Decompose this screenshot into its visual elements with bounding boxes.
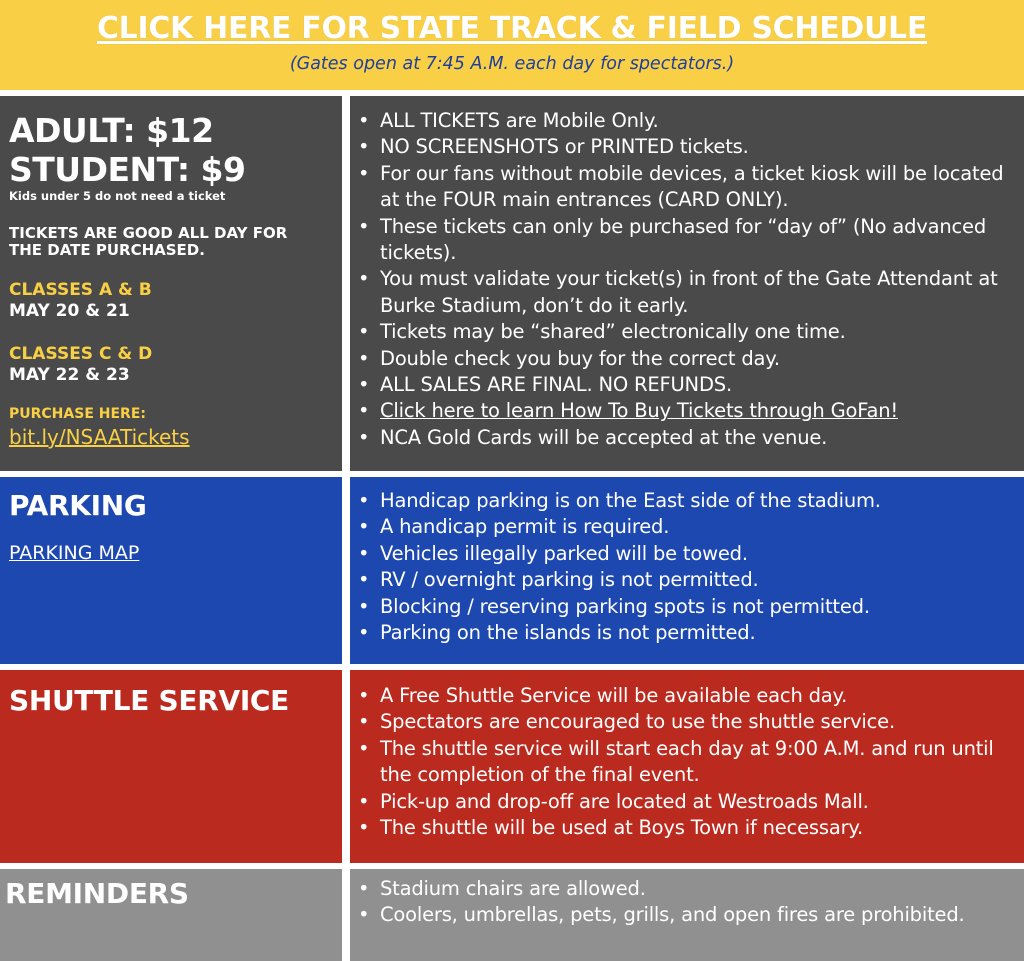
tickets-info-panel [0, 96, 342, 471]
list-item: • Vehicles illegally parked will be towed. [380, 541, 1014, 567]
reminders-list-panel [350, 869, 1024, 961]
gofan-help-link[interactable]: Click here to learn How To Buy Tickets through GoFan! [380, 399, 898, 423]
list-item: • NCA Gold Cards will be accepted at the venue. [380, 425, 1014, 451]
classes-ab-dates: MAY 20 & 21 [9, 301, 130, 321]
list-item: • Handicap parking is on the East side of the stadium. [380, 488, 1014, 514]
list-item: • Spectators are encouraged to use the shuttle service. [380, 709, 1014, 735]
tickets-rules-list [350, 96, 1024, 451]
list-item: • You must validate your ticket(s) in front of the Gate Attendant at Burke Stadium, don’t do it early. [380, 266, 1014, 319]
gates-open-note: (Gates open at 7:45 A.M. each day for spectators.) [289, 54, 735, 74]
purchase-label: PURCHASE HERE: [9, 406, 146, 422]
list-item: • ALL SALES ARE FINAL. NO REFUNDS. [380, 372, 1014, 398]
gofan-help-item [380, 398, 1014, 424]
shuttle-info-list [350, 670, 1024, 841]
good-all-day-line2: THE DATE PURCHASED. [9, 241, 205, 259]
shuttle-heading: SHUTTLE SERVICE [9, 684, 290, 717]
list-item: • Blocking / reserving parking spots is not permitted. [380, 594, 1014, 620]
tickets-section [0, 96, 1024, 471]
good-all-day-line1: TICKETS ARE GOOD ALL DAY FOR [9, 224, 288, 242]
parking-section [0, 477, 1024, 664]
classes-cd-heading: CLASSES C & D [9, 344, 153, 364]
list-item: • These tickets can only be purchased for “day of” (No advanced tickets). [380, 214, 1014, 267]
list-item: • Stadium chairs are allowed. [380, 876, 1014, 902]
reminders-list [350, 869, 1024, 929]
parking-rules-panel [350, 477, 1024, 664]
parking-map-link[interactable]: PARKING MAP [9, 542, 140, 564]
shuttle-title-panel [0, 670, 342, 863]
list-item: • Double check you buy for the correct day. [380, 346, 1014, 372]
parking-rules-list [350, 477, 1024, 646]
parking-heading: PARKING [9, 489, 147, 522]
schedule-link[interactable]: CLICK HERE FOR STATE TRACK & FIELD SCHEDULE [96, 11, 928, 46]
list-item: • Parking on the islands is not permitted. [380, 620, 1014, 646]
list-item: • ALL TICKETS are Mobile Only. [380, 108, 1014, 134]
reminders-heading: REMINDERS [5, 877, 189, 910]
shuttle-section [0, 670, 1024, 863]
student-price: STUDENT: $9 [9, 150, 246, 189]
list-item: • Tickets may be “shared” electronically one time. [380, 319, 1014, 345]
parking-title-panel [0, 477, 342, 664]
adult-price: ADULT: $12 [9, 111, 214, 150]
list-item: • A handicap permit is required. [380, 514, 1014, 540]
reminders-title-panel [0, 869, 342, 961]
list-item: • The shuttle service will start each day at 9:00 A.M. and run until the completion of the final event. [380, 736, 1014, 789]
list-item: • A Free Shuttle Service will be available each day. [380, 683, 1014, 709]
list-item: • RV / overnight parking is not permitted. [380, 567, 1014, 593]
list-item: • For our fans without mobile devices, a ticket kiosk will be located at the FOUR main entrances (CARD ONLY). [380, 161, 1014, 214]
list-item: • NO SCREENSHOTS or PRINTED tickets. [380, 134, 1014, 160]
reminders-section [0, 869, 1024, 961]
tickets-rules-panel [350, 96, 1024, 471]
kids-note: Kids under 5 do not need a ticket [9, 189, 226, 203]
list-item: • Coolers, umbrellas, pets, grills, and open fires are prohibited. [380, 902, 1014, 928]
list-item: • The shuttle will be used at Boys Town if necessary. [380, 815, 1014, 841]
list-item: • Pick-up and drop-off are located at Westroads Mall. [380, 789, 1014, 815]
classes-ab-heading: CLASSES A & B [9, 280, 152, 300]
shuttle-info-panel [350, 670, 1024, 863]
header-banner [0, 0, 1024, 90]
classes-cd-dates: MAY 22 & 23 [9, 365, 130, 385]
purchase-tickets-link[interactable]: bit.ly/NSAATickets [9, 425, 190, 449]
